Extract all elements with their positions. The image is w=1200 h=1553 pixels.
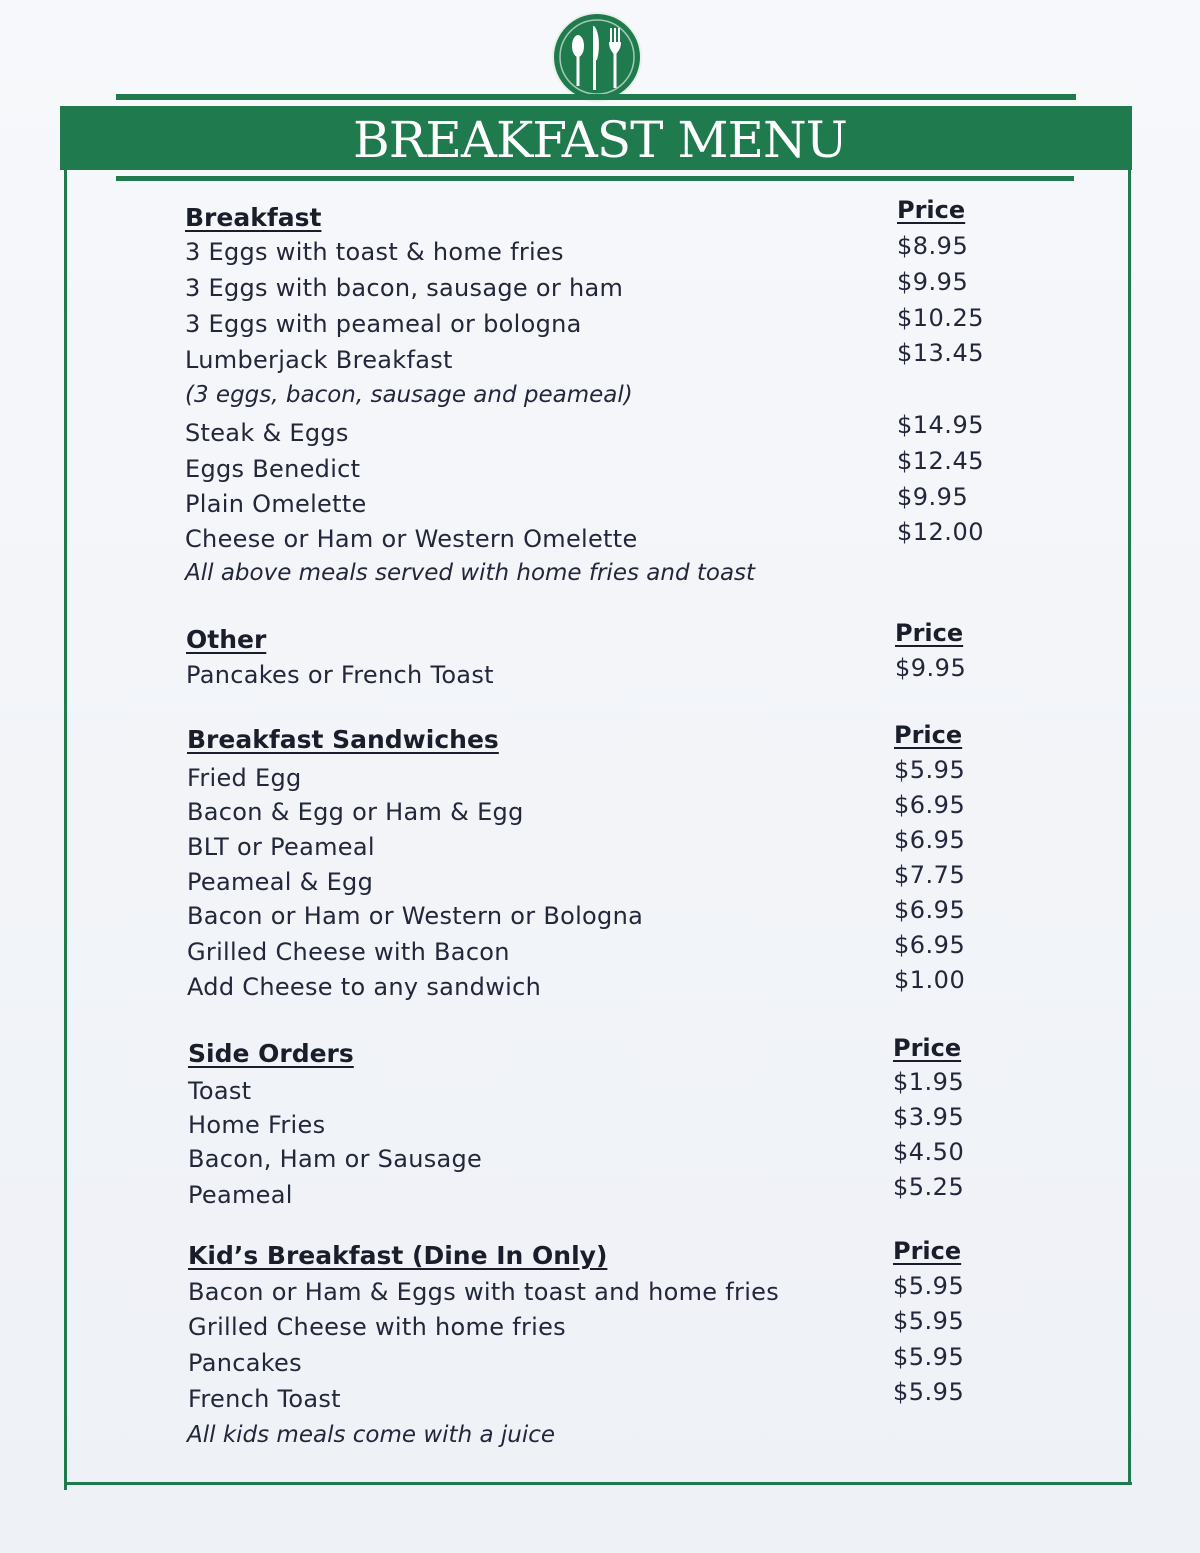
- menu-item-price: $6.95: [894, 791, 966, 819]
- menu-item-price: $6.95: [894, 931, 966, 959]
- menu-item-price: $9.95: [895, 654, 967, 682]
- menu-item-name: Toast: [188, 1077, 252, 1105]
- menu-item-price: $1.00: [894, 966, 966, 994]
- menu-item-name: Eggs Benedict: [185, 455, 361, 483]
- menu-item-name: Bacon or Ham & Eggs with toast and home fries: [188, 1278, 780, 1306]
- menu-item-price: $3.95: [893, 1103, 965, 1131]
- section-heading-side-orders: Side Orders: [188, 1039, 354, 1068]
- menu-item-price: $7.75: [894, 861, 966, 889]
- menu-item-name: Pancakes or French Toast: [186, 661, 494, 689]
- menu-item-price: $9.95: [897, 268, 969, 296]
- menu-item-price: $14.95: [897, 411, 984, 439]
- menu-title: BREAKFAST MENU: [353, 111, 847, 169]
- menu-item-price: $5.95: [893, 1272, 965, 1300]
- section-heading-breakfast-sandwiches: Breakfast Sandwiches: [187, 725, 499, 754]
- menu-item-name: Steak & Eggs: [185, 419, 349, 447]
- menu-item-price: $5.95: [893, 1307, 965, 1335]
- menu-item-name: Plain Omelette: [185, 490, 367, 518]
- menu-item-name: Bacon or Ham or Western or Bologna: [187, 902, 644, 930]
- price-heading: Price: [894, 721, 963, 749]
- menu-item-name: Pancakes: [188, 1349, 302, 1377]
- menu-item-name: Cheese or Ham or Western Omelette: [185, 525, 638, 553]
- menu-item-name: Lumberjack Breakfast: [185, 346, 453, 374]
- menu-item-name: 3 Eggs with toast & home fries: [185, 238, 564, 266]
- section-heading-breakfast: Breakfast: [185, 203, 322, 232]
- section-note: All kids meals come with a juice: [187, 1422, 556, 1448]
- menu-item-name: Add Cheese to any sandwich: [187, 973, 542, 1001]
- menu-item-price: $1.95: [893, 1068, 965, 1096]
- menu-item-name: Bacon, Ham or Sausage: [188, 1145, 483, 1173]
- menu-item-name: Bacon & Egg or Ham & Egg: [187, 798, 524, 826]
- section-heading-kids-breakfast: Kid’s Breakfast (Dine In Only): [188, 1241, 608, 1270]
- menu-item-price: $4.50: [893, 1138, 965, 1166]
- menu-item-name: Peameal: [188, 1181, 293, 1209]
- menu-item-price: $5.95: [893, 1343, 965, 1371]
- menu-item-name: Grilled Cheese with Bacon: [187, 938, 510, 966]
- menu-item-name: BLT or Peameal: [187, 833, 375, 861]
- menu-item-price: $8.95: [897, 232, 969, 260]
- menu-item-price: $13.45: [897, 339, 984, 367]
- menu-item-price: $5.95: [893, 1378, 965, 1406]
- price-heading: Price: [893, 1034, 962, 1062]
- menu-item-description: (3 eggs, bacon, sausage and peameal): [185, 382, 633, 408]
- menu-item-price: $6.95: [894, 826, 966, 854]
- menu-item-name: 3 Eggs with peameal or bologna: [185, 310, 582, 338]
- section-heading-other: Other: [186, 625, 267, 654]
- menu-item-name: French Toast: [188, 1385, 341, 1413]
- menu-item-price: $6.95: [894, 896, 966, 924]
- menu-item-price: $5.25: [893, 1173, 965, 1201]
- menu-item-name: Peameal & Egg: [187, 868, 374, 896]
- menu-item-name: Fried Egg: [187, 764, 302, 792]
- section-note: All above meals served with home fries and toast: [185, 560, 756, 586]
- menu-item-price: $9.95: [897, 483, 969, 511]
- price-heading: Price: [893, 1237, 962, 1265]
- menu-item-price: $12.45: [897, 447, 984, 475]
- menu-item-price: $10.25: [897, 304, 984, 332]
- menu-item-name: Grilled Cheese with home fries: [188, 1313, 566, 1341]
- menu-item-price: $12.00: [897, 518, 984, 546]
- menu-item-price: $5.95: [894, 756, 966, 784]
- price-heading: Price: [895, 619, 964, 647]
- menu-item-name: Home Fries: [188, 1111, 326, 1139]
- price-heading: Price: [897, 196, 966, 224]
- menu-item-name: 3 Eggs with bacon, sausage or ham: [185, 274, 624, 302]
